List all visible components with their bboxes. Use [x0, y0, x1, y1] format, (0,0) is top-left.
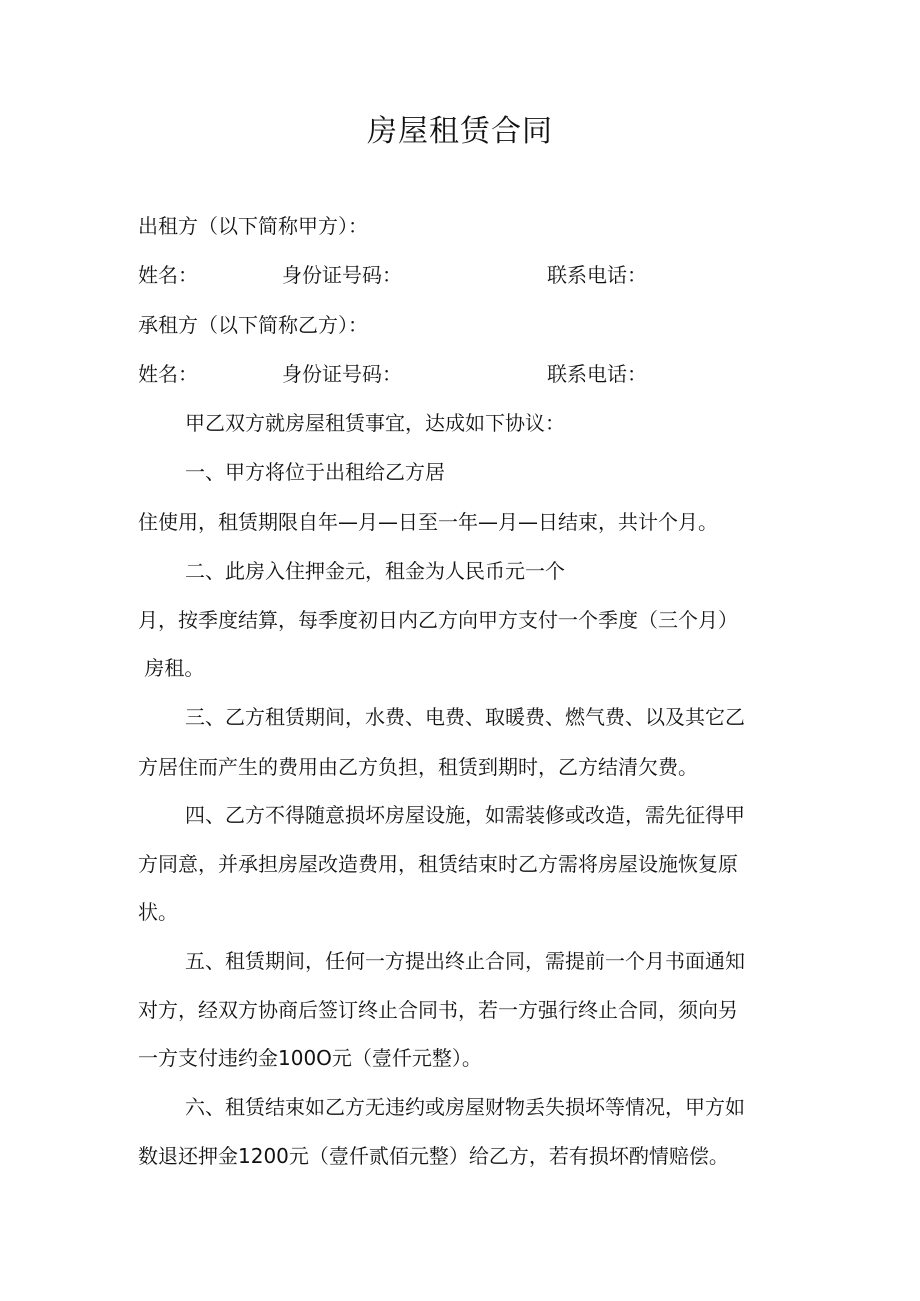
lessor-id-label: 身份证号码： [282, 263, 402, 287]
clause-6-line-1: 六、租赁结束如乙方无违约或房屋财物丢失损坏等情况，甲方如 [185, 1095, 745, 1119]
clause-3-line-1: 三、乙方租赁期间，水费、电费、取暖费、燃气费、以及其它乙 [185, 705, 745, 729]
lessee-header: 承租方（以下简称乙方）： [138, 313, 368, 337]
clause-4-line-1: 四、乙方不得随意损坏房屋设施，如需装修或改造，需先征得甲 [185, 803, 745, 827]
lessor-name-label: 姓名： [138, 263, 198, 287]
clause-4-line-2: 方同意，并承担房屋改造费用，租赁结束时乙方需将房屋设施恢复原 [138, 852, 738, 876]
lessee-phone-label: 联系电话： [547, 362, 647, 386]
agreement-intro: 甲乙双方就房屋租赁事宜，达成如下协议： [185, 411, 565, 435]
document-title: 房屋租赁合同 [367, 114, 553, 149]
clause-3-line-2: 方居住而产生的费用由乙方负担，租赁到期时，乙方结清欠费。 [138, 755, 698, 779]
clause-5-line-1: 五、租赁期间，任何一方提出终止合同，需提前一个月书面通知 [185, 949, 745, 973]
clause-5-line-3: 一方支付违约金100O元（壹仟元整）。 [138, 1046, 482, 1070]
clause-1-line-2: 住使用，租赁期限自年—月—日至一年—月—日结束，共计个月。 [138, 510, 718, 534]
lessor-phone-label: 联系电话： [547, 263, 647, 287]
lessee-id-label: 身份证号码： [282, 362, 402, 386]
clause-2-line-3: 房租。 [138, 656, 205, 680]
clause-5-line-2: 对方，经双方协商后签订终止合同书，若一方强行终止合同，须向另 [138, 998, 738, 1022]
clause-2-line-2: 月，按季度结算，每季度初日内乙方向甲方支付一个季度（三个月） [138, 608, 738, 632]
lessee-name-label: 姓名： [138, 362, 198, 386]
lessor-header: 出租方（以下简称甲方）： [138, 214, 368, 238]
clause-4-line-3: 状。 [138, 900, 178, 924]
clause-1-line-1: 一、甲方将位于出租给乙方居 [185, 460, 445, 484]
clause-2-line-1: 二、此房入住押金元，租金为人民币元一个 [185, 559, 565, 583]
clause-6-line-2: 数退还押金1200元（壹仟贰佰元整）给乙方，若有损坏酌情赔偿。 [138, 1144, 729, 1168]
